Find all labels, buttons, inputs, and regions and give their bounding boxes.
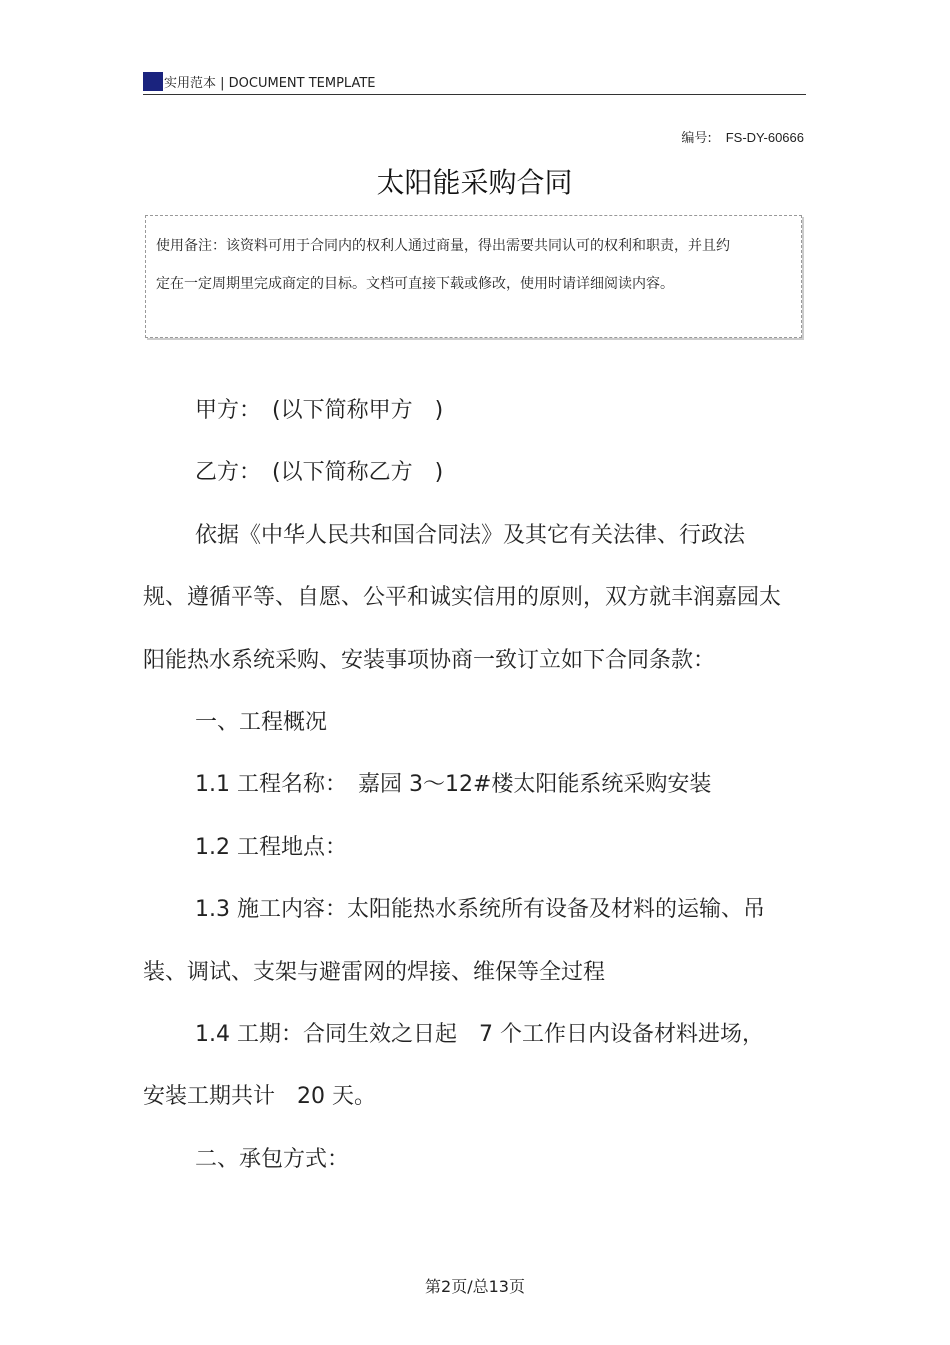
page-footer: 第2页/总13页 <box>425 1277 525 1296</box>
contract-body <box>143 380 783 1191</box>
party-b-line: 乙方： (以下简称乙方 ) <box>195 460 444 486</box>
clause-1-1: 1.1 工程名称： 嘉园 3～12#楼太阳能系统采购安装 <box>195 772 712 798</box>
clause-1-3: 1.3 施工内容：太阳能热水系统所有设备及材料的运输、吊装、调试、支架与避雷网的焊接、维保等全过程 <box>143 897 765 985</box>
page-header <box>143 70 806 95</box>
clause-1-2: 1.2 工程地点： <box>195 834 347 860</box>
document-number <box>681 127 804 146</box>
section-heading-contract-method: 二、承包方式： <box>195 1146 350 1172</box>
clause-1-4: 1.4 工期：合同生效之日起 7 个工作日内设备材料进场，安装工期共计 20 天。 <box>143 1022 764 1110</box>
usage-note-box <box>145 215 802 338</box>
header-text: 实用范本 | DOCUMENT TEMPLATE <box>164 76 376 91</box>
document-title: 太阳能采购合同 <box>376 166 573 199</box>
party-a-line: 甲方： (以下简称甲方 ) <box>195 398 444 423</box>
document-number-value: FS-DY-60666 <box>725 130 804 145</box>
document-number-label: 编号: <box>681 131 712 146</box>
header-logo-square <box>143 72 163 91</box>
section-heading-project-overview: 一、工程概况 <box>195 710 328 736</box>
preamble-paragraph: 依据《中华人民共和国合同法》及其它有关法律、行政法规、遵循平等、自愿、公平和诚实信用的原则，双方就丰润嘉园太阳能热水系统采购、安装事项协商一致订立如下合同条款： <box>143 522 782 673</box>
usage-note-text: 使用备注：该资料可用于合同内的权利人通过商量，得出需要共同认可的权利和职责，并且约定在一定周期里完成商定的目标。文档可直接下载或修改，使用时请详细阅读内容。 <box>156 238 730 292</box>
